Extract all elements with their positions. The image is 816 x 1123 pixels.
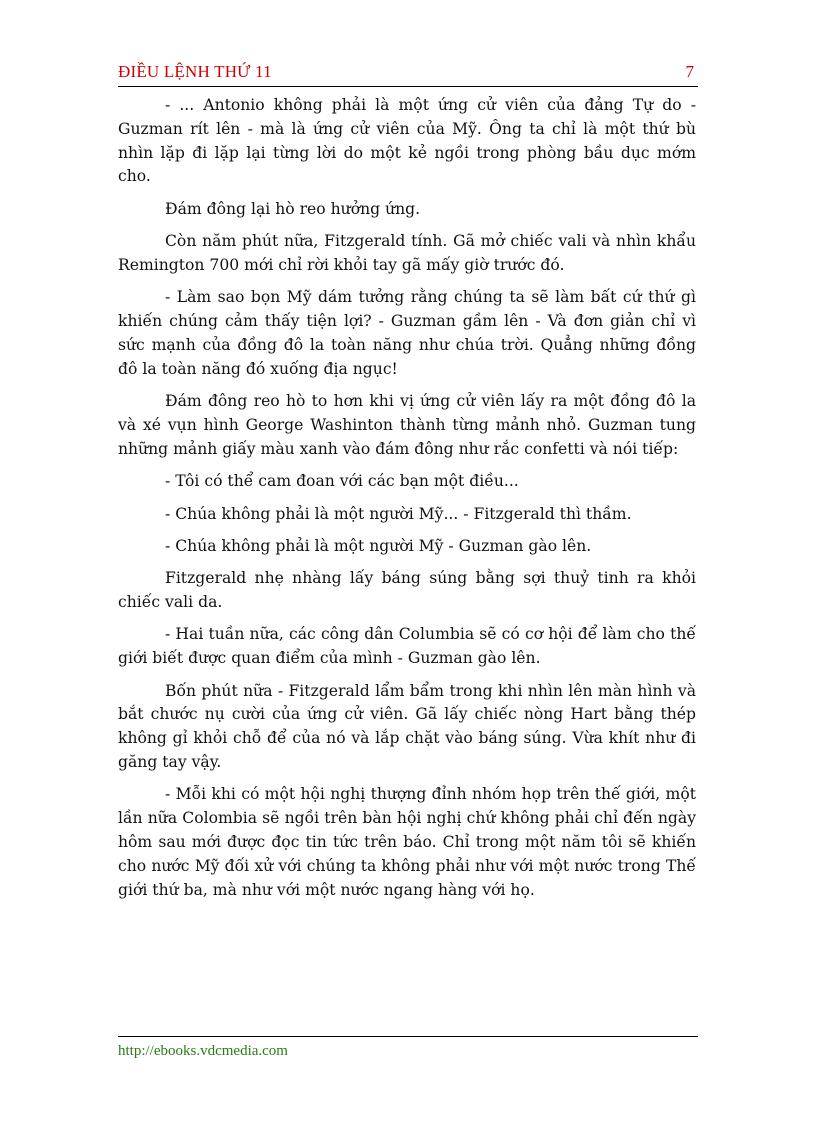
paragraph: - Mỗi khi có một hội nghị thượng đỉnh nhóm họp trên thế giới, một lần nữa Colombia sẽ ngồi trên bàn hội nghị chứ không phải chỉ đến ngày hôm sau mới được đọc tin tức trên báo. Chỉ trong một năm tôi sẽ khiến cho nước Mỹ đối xử với chúng ta không phải như với một nước trong Thế giới thứ ba, mà như với một nước ngang hàng với họ. bbox=[118, 785, 696, 899]
paragraph: Bốn phút nữa - Fitzgerald lẩm bẩm trong khi nhìn lên màn hình và bắt chước nụ cười của ứng cử viên. Gã lấy chiếc nòng Hart bằng thép không gỉ khỏi chỗ để của nó và lắp chặt vào báng súng. Vừa khít như đi găng tay vậy. bbox=[118, 681, 696, 772]
paragraph: - Chúa không phải là một người Mỹ - Guzman gào lên. bbox=[165, 536, 592, 555]
chapter-title: ĐIỀU LỆNH THỨ 11 bbox=[118, 62, 272, 81]
paragraph: - Chúa không phải là một người Mỹ... - Fitzgerald thì thầm. bbox=[165, 504, 632, 523]
header-divider bbox=[118, 86, 698, 87]
page-number: 7 bbox=[685, 62, 694, 81]
paragraph: Fitzgerald nhẹ nhàng lấy báng súng bằng sợi thuỷ tinh ra khỏi chiếc vali da. bbox=[118, 569, 696, 612]
paragraph: - ... Antonio không phải là một ứng cử viên của đảng Tự do - Guzman rít lên - mà là ứng cử viên của Mỹ. Ông ta chỉ là một thứ bù nhìn lặp đi lặp lại từng lời do một kẻ ngồi trong phòng bầu dục mớm cho. bbox=[118, 96, 696, 186]
paragraph: Đám đông reo hò to hơn khi vị ứng cử viên lấy ra một đồng đô la và xé vụn hình George Washinton thành từng mảnh nhỏ. Guzman tung những mảnh giấy màu xanh vào đám đông như rắc confetti và nói tiếp: bbox=[118, 392, 696, 458]
paragraph: Còn năm phút nữa, Fitzgerald tính. Gã mở chiếc vali và nhìn khẩu Remington 700 mới chỉ rời khỏi tay gã mấy giờ trước đó. bbox=[118, 232, 696, 274]
paragraph: - Hai tuần nữa, các công dân Columbia sẽ có cơ hội để làm cho thế giới biết được quan điểm của mình - Guzman gào lên. bbox=[118, 625, 696, 668]
paragraph: - Làm sao bọn Mỹ dám tưởng rằng chúng ta sẽ làm bất cứ thứ gì khiến chúng cảm thấy tiện lợi? - Guzman gầm lên - Và đơn giản chỉ vì sức mạnh của đồng đô la toàn năng như chúa trời. Quẳng những đồng đô la toàn năng đó xuống địa ngục! bbox=[118, 288, 696, 378]
page-body bbox=[118, 94, 696, 911]
paragraph: - Tôi có thể cam đoan với các bạn một điều... bbox=[165, 472, 519, 491]
paragraph: Đám đông lại hò reo hưởng ứng. bbox=[165, 199, 421, 218]
footer-website-link[interactable]: http://ebooks.vdcmedia.com bbox=[118, 1043, 288, 1059]
page-header bbox=[118, 62, 698, 86]
footer-divider bbox=[118, 1036, 698, 1037]
